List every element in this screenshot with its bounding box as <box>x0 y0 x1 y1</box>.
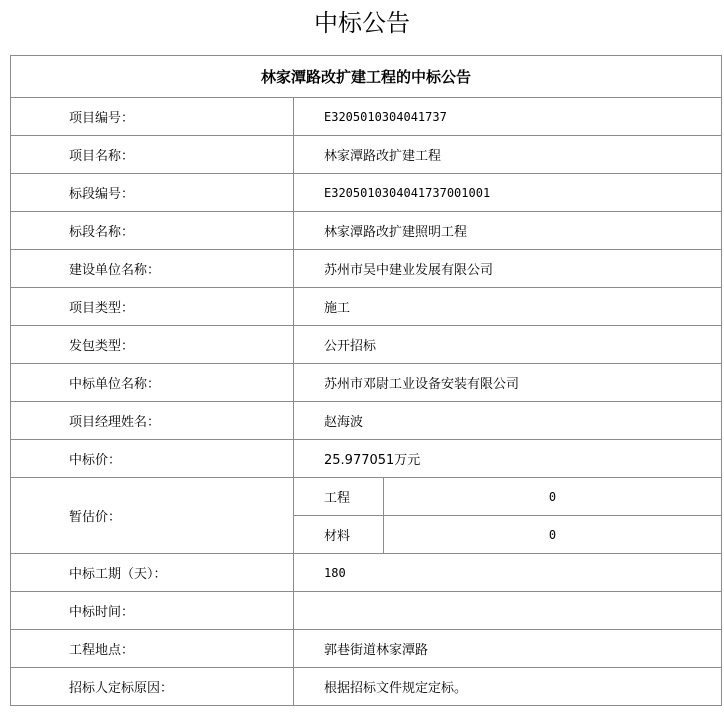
table-row <box>11 250 722 288</box>
row-label-bid-price: 中标价： <box>11 440 294 478</box>
row-label-client: 建设单位名称： <box>11 250 294 288</box>
row-value-project-name: 林家潭路改扩建工程 <box>294 136 722 174</box>
award-notice-table <box>10 55 722 706</box>
table-row <box>11 288 722 326</box>
table-row <box>11 174 722 212</box>
table-row <box>11 136 722 174</box>
table-row <box>11 326 722 364</box>
table-row <box>11 364 722 402</box>
table-row <box>11 212 722 250</box>
row-value-section-name: 林家潭路改扩建照明工程 <box>294 212 722 250</box>
table-row <box>11 440 722 478</box>
table-row <box>11 668 722 706</box>
row-value-bid-price: 25.977051万元 <box>294 440 722 478</box>
row-label-project-type: 项目类型： <box>11 288 294 326</box>
table-row <box>11 478 722 516</box>
estimate-item-label-engineering: 工程 <box>294 478 384 516</box>
table-row <box>11 630 722 668</box>
row-label-winner: 中标单位名称： <box>11 364 294 402</box>
page-title: 中标公告 <box>314 9 410 37</box>
row-label-project-manager: 项目经理姓名： <box>11 402 294 440</box>
row-value-client: 苏州市吴中建业发展有限公司 <box>294 250 722 288</box>
row-label-estimate: 暂估价： <box>11 478 294 554</box>
table-header: 林家潭路改扩建工程的中标公告 <box>11 56 722 98</box>
row-value-award-reason: 根据招标文件规定定标。 <box>294 668 722 706</box>
table-row <box>11 98 722 136</box>
estimate-item-label-materials: 材料 <box>294 516 384 554</box>
row-label-contract-type: 发包类型： <box>11 326 294 364</box>
row-label-project-name: 项目名称： <box>11 136 294 174</box>
row-label-award-reason: 招标人定标原因： <box>11 668 294 706</box>
table-row <box>11 554 722 592</box>
row-value-project-number: E3205010304041737 <box>294 98 722 136</box>
row-value-project-manager: 赵海波 <box>294 402 722 440</box>
row-value-duration: 180 <box>294 554 722 592</box>
row-value-award-time <box>294 592 722 630</box>
row-value-contract-type: 公开招标 <box>294 326 722 364</box>
row-value-location: 郭巷街道林家潭路 <box>294 630 722 668</box>
row-value-winner: 苏州市邓尉工业设备安装有限公司 <box>294 364 722 402</box>
row-label-project-number: 项目编号： <box>11 98 294 136</box>
row-label-section-name: 标段名称： <box>11 212 294 250</box>
estimate-item-value-materials: 0 <box>384 516 722 554</box>
row-value-project-type: 施工 <box>294 288 722 326</box>
table-row <box>11 592 722 630</box>
row-label-duration: 中标工期（天）： <box>11 554 294 592</box>
table-row <box>11 402 722 440</box>
row-value-section-number: E3205010304041737001001 <box>294 174 722 212</box>
row-label-section-number: 标段编号： <box>11 174 294 212</box>
row-label-award-time: 中标时间： <box>11 592 294 630</box>
estimate-item-value-engineering: 0 <box>384 478 722 516</box>
row-label-location: 工程地点： <box>11 630 294 668</box>
